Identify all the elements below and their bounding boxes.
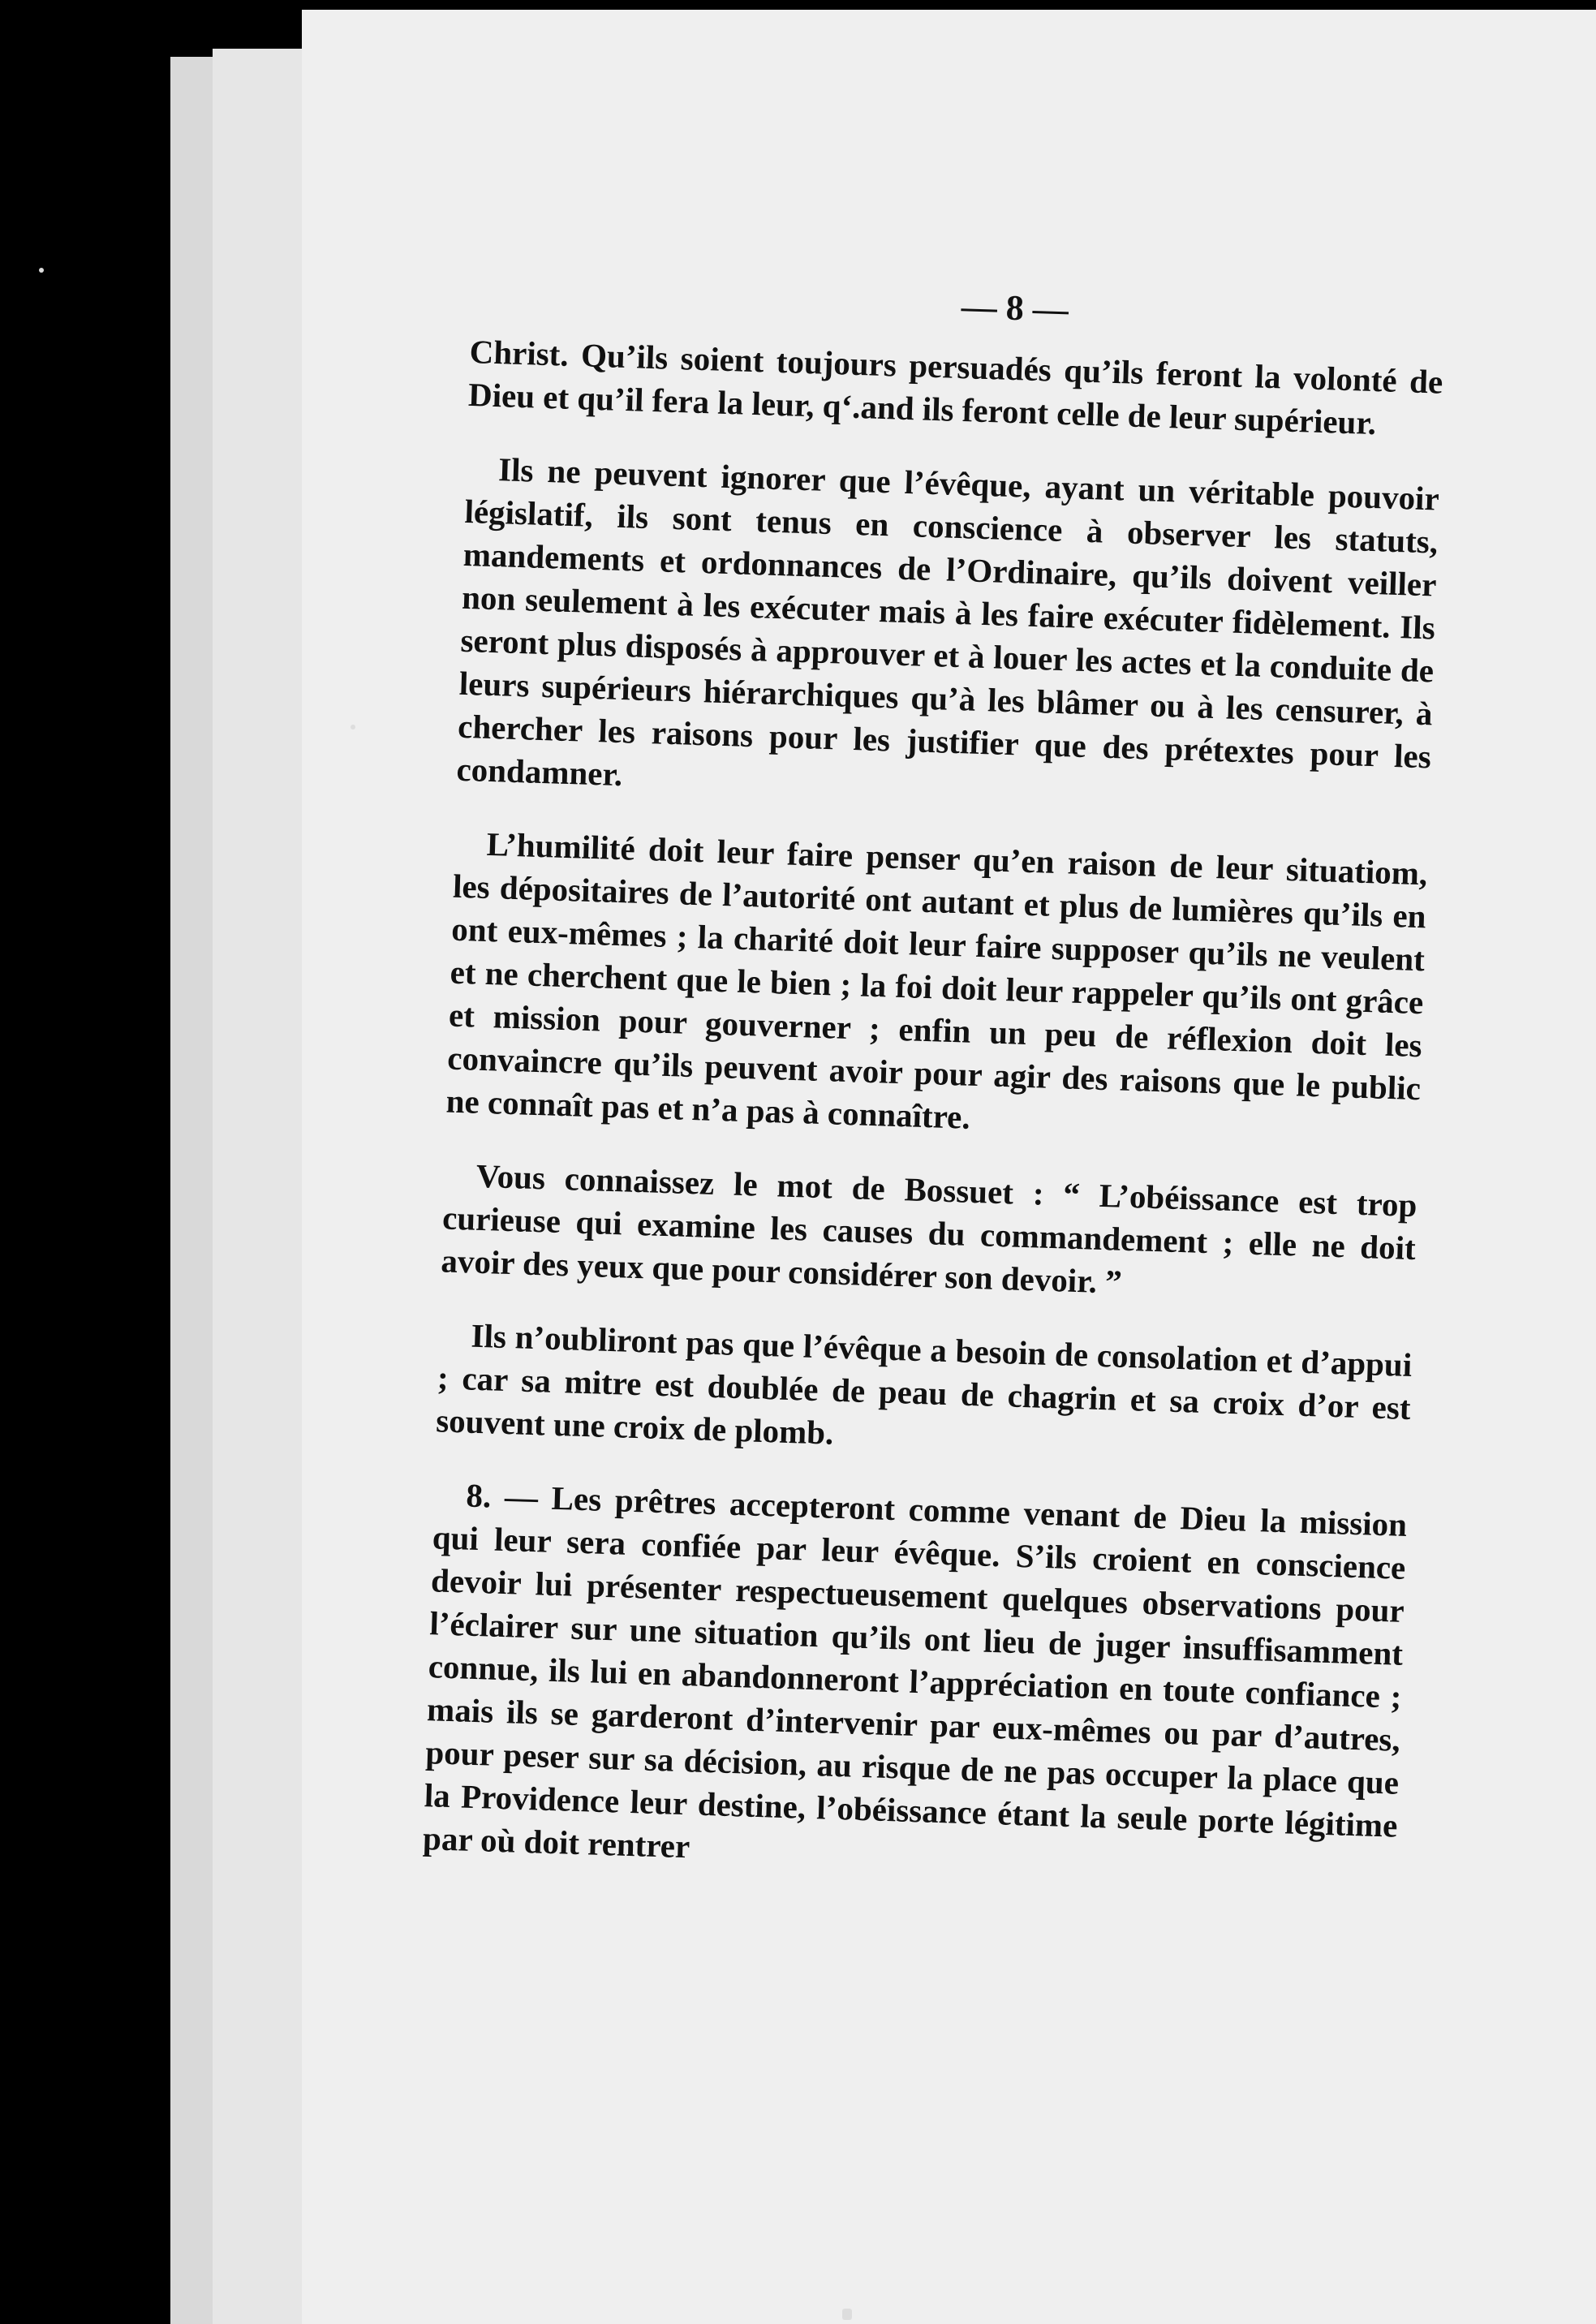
scan-speck <box>842 2309 852 2320</box>
scan-speck <box>39 268 44 273</box>
paragraph: Ils ne peuvent ignorer que l’évêque, ayant un véritable pouvoir législatif, ils sont tenus en conscience à observer les statuts, mandements et ordonnances de l’Ordinaire, qu’ils doivent veiller non seulement à les exécuter mais à les faire exécuter fidèlement. Ils seront plus disposés à approuver et à louer les actes et la conduite de leurs supérieurs hiérarchiques qu’à les blâmer ou à les censurer, à chercher les raisons pour les justifier que des prétextes pour les condamner. <box>455 450 1440 794</box>
paragraph: L’humilité doit leur faire penser qu’en raison de leur situatiom, les dépositaires de l’autorité ont autant et plus de lumières qu’ils en ont eux-mêmes ; la charité doit leur faire supposer qu’ils ne veulent et ne cherchent que le bien ; la foi doit leur rappeler qu’ils ont grâce et mission pour gouverner ; enfin un peu de réflexion doit les convaincre qu’ils peuvent avoir pour agir des raisons que le public ne connaît pas et n’a pas à connaître. <box>445 824 1428 1136</box>
page-content <box>421 269 1445 1922</box>
document-page <box>302 10 1596 2324</box>
paragraph: Vous connaissez le mot de Bossuet : “ L’obéissance est trop curieuse qui examine les causes du commandement ; elle ne doit avoir des yeux que pour considérer son devoir. ” <box>440 1156 1418 1301</box>
paragraph: Ils n’oubliront pas que l’évêque a besoin de consolation et d’appui ; car sa mitre est doublée de peau de chagrin et sa croix d’or est souvent une croix de plomb. <box>435 1316 1413 1452</box>
scan-speck <box>351 725 355 729</box>
page-number: — 8 — <box>961 286 1069 330</box>
paragraph: Christ. Qu’ils soient toujours persuadés qu’ils feront la volonté de Dieu et qu’il fera la leur, q‘.and ils feront celle de leur supérieur. <box>467 332 1443 442</box>
paragraph: 8. — Les prêtres accepteront comme venant de Dieu la mission qui leur sera confiée par leur évêque. S’ils croient en conscience devoir lui présenter respectueusement quelques observations pour l’éclairer sur une situation qu’ils ont lieu de juger insuffisamment connue, ils lui en abandonneront l’appréciation en toute confiance ; mais ils se garderont d’intervenir par eux-mêmes ou par d’autres, pour peser sur sa décision, au risque de ne pas occuper la place que la Providence leur destine, l’obéissance étant la seule porte légitime par où doit rentrer <box>422 1476 1408 1866</box>
